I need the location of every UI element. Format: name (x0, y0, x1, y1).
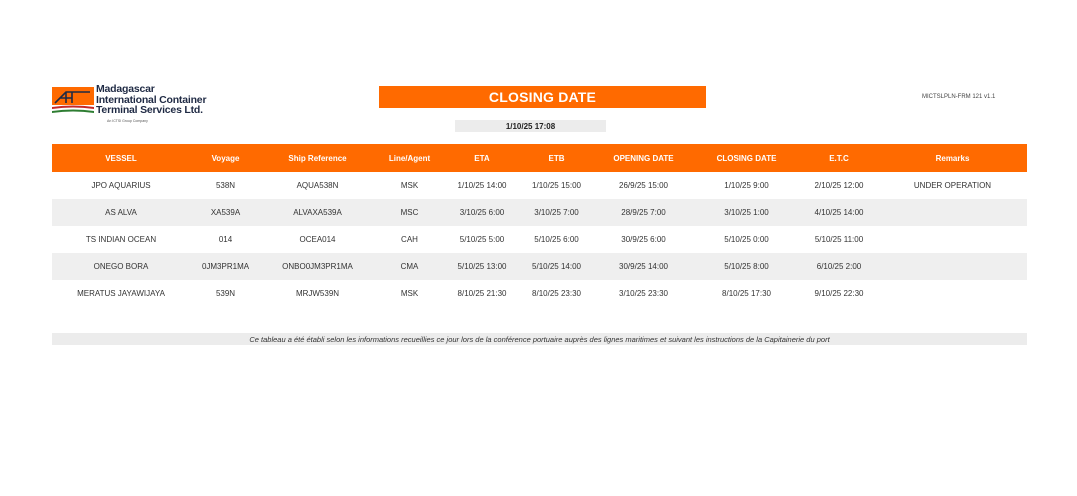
cell-eta: 1/10/25 14:00 (457, 181, 507, 190)
closing-date-table (52, 144, 1027, 307)
cell-etc: 5/10/25 11:00 (814, 235, 864, 244)
cell-opening-date: 26/9/25 15:00 (619, 181, 668, 190)
footer-note: Ce tableau a été établi selon les informations recueillies ce jour lors de la conférence portuaire auprès des lignes maritimes et suivant les instructions de la Capitainerie du port (52, 333, 1027, 345)
cell-etc: 2/10/25 12:00 (814, 181, 864, 190)
column-header-etb: ETB (519, 144, 594, 172)
cell-etb: 5/10/25 6:00 (534, 235, 579, 244)
cell-etc: 4/10/25 14:00 (800, 199, 878, 226)
company-name-line: International Container (96, 93, 207, 106)
column-header-closing-date: CLOSING DATE (693, 144, 800, 172)
cell-eta: 3/10/25 6:00 (445, 199, 519, 226)
cell-etb: 8/10/25 23:30 (532, 289, 581, 298)
cell-ship-reference: AQUA538N (296, 181, 339, 190)
cell-etb: 1/10/25 15:00 (532, 181, 581, 190)
cell-vessel: ONEGO BORA (52, 253, 190, 280)
column-header-ship-reference: Ship Reference (261, 144, 374, 172)
document-code: MICTSLPLN-FRM 121 v1.1 (922, 94, 996, 100)
cell-voyage: XA539A (190, 199, 261, 226)
table-header-row (52, 144, 1027, 172)
column-header-eta: ETA (445, 144, 519, 172)
cell-remarks (878, 226, 1027, 253)
cell-opening-date: 28/9/25 7:00 (594, 199, 693, 226)
company-name (96, 84, 206, 116)
cell-ship-reference: MRJW539N (295, 289, 340, 298)
cell-etb: 5/10/25 14:00 (519, 253, 594, 280)
page-title: CLOSING DATE (379, 86, 706, 108)
cell-opening-date: 30/9/25 14:00 (594, 253, 693, 280)
cell-opening-date: 3/10/25 23:30 (619, 289, 668, 298)
table-row (52, 199, 1027, 226)
column-header-remarks: Remarks (878, 144, 1027, 172)
company-subtitle: An ICTSI Group Company (107, 119, 148, 123)
cell-ship-reference: OCEA014 (299, 235, 336, 244)
cell-ship-reference: ALVAXA539A (261, 199, 374, 226)
column-header-vessel: VESSEL (52, 144, 190, 172)
cell-closing-date: 5/10/25 8:00 (693, 253, 800, 280)
column-header-line-agent: Line/Agent (374, 144, 445, 172)
table-row (52, 172, 1027, 199)
cell-line-agent: MSK (400, 181, 419, 190)
cell-voyage: 538N (215, 181, 236, 190)
report-date: 1/10/25 17:08 (455, 120, 606, 132)
cell-etc: 6/10/25 2:00 (800, 253, 878, 280)
cell-line-agent: CAH (401, 235, 418, 244)
cell-voyage: 539N (215, 289, 236, 298)
cell-eta: 5/10/25 5:00 (459, 235, 505, 244)
cell-vessel: TS INDIAN OCEAN (85, 235, 157, 244)
cell-vessel: JPO AQUARIUS (91, 181, 151, 190)
cell-ship-reference: ONBO0JM3PR1MA (261, 253, 374, 280)
cell-voyage: 014 (218, 235, 233, 244)
cell-voyage: 0JM3PR1MA (190, 253, 261, 280)
cell-closing-date: 1/10/25 9:00 (724, 181, 769, 190)
cell-remarks (878, 199, 1027, 226)
crane-logo-icon (52, 87, 94, 117)
cell-remarks: UNDER OPERATION (913, 181, 992, 190)
table-row (52, 226, 1027, 253)
cell-remarks (878, 253, 1027, 280)
table-row (52, 253, 1027, 280)
cell-remarks (878, 280, 1027, 307)
cell-closing-date: 5/10/25 0:00 (724, 235, 769, 244)
cell-line-agent: MSC (374, 199, 445, 226)
company-name-line: Terminal Services Ltd. (96, 104, 203, 116)
cell-vessel: AS ALVA (52, 199, 190, 226)
cell-etc: 9/10/25 22:30 (814, 289, 864, 298)
table-row (52, 280, 1027, 307)
column-header-opening-date: OPENING DATE (594, 144, 693, 172)
cell-eta: 8/10/25 21:30 (457, 289, 507, 298)
cell-etb: 3/10/25 7:00 (519, 199, 594, 226)
cell-opening-date: 30/9/25 6:00 (621, 235, 666, 244)
column-header-voyage: Voyage (190, 144, 261, 172)
cell-closing-date: 8/10/25 17:30 (722, 289, 771, 298)
company-name-line: Madagascar (96, 83, 155, 95)
column-header-etc: E.T.C (800, 144, 878, 172)
cell-vessel: MERATUS JAYAWIJAYA (77, 289, 165, 298)
cell-eta: 5/10/25 13:00 (445, 253, 519, 280)
cell-closing-date: 3/10/25 1:00 (693, 199, 800, 226)
company-logo (52, 84, 222, 128)
cell-line-agent: CMA (374, 253, 445, 280)
cell-line-agent: MSK (400, 289, 419, 298)
